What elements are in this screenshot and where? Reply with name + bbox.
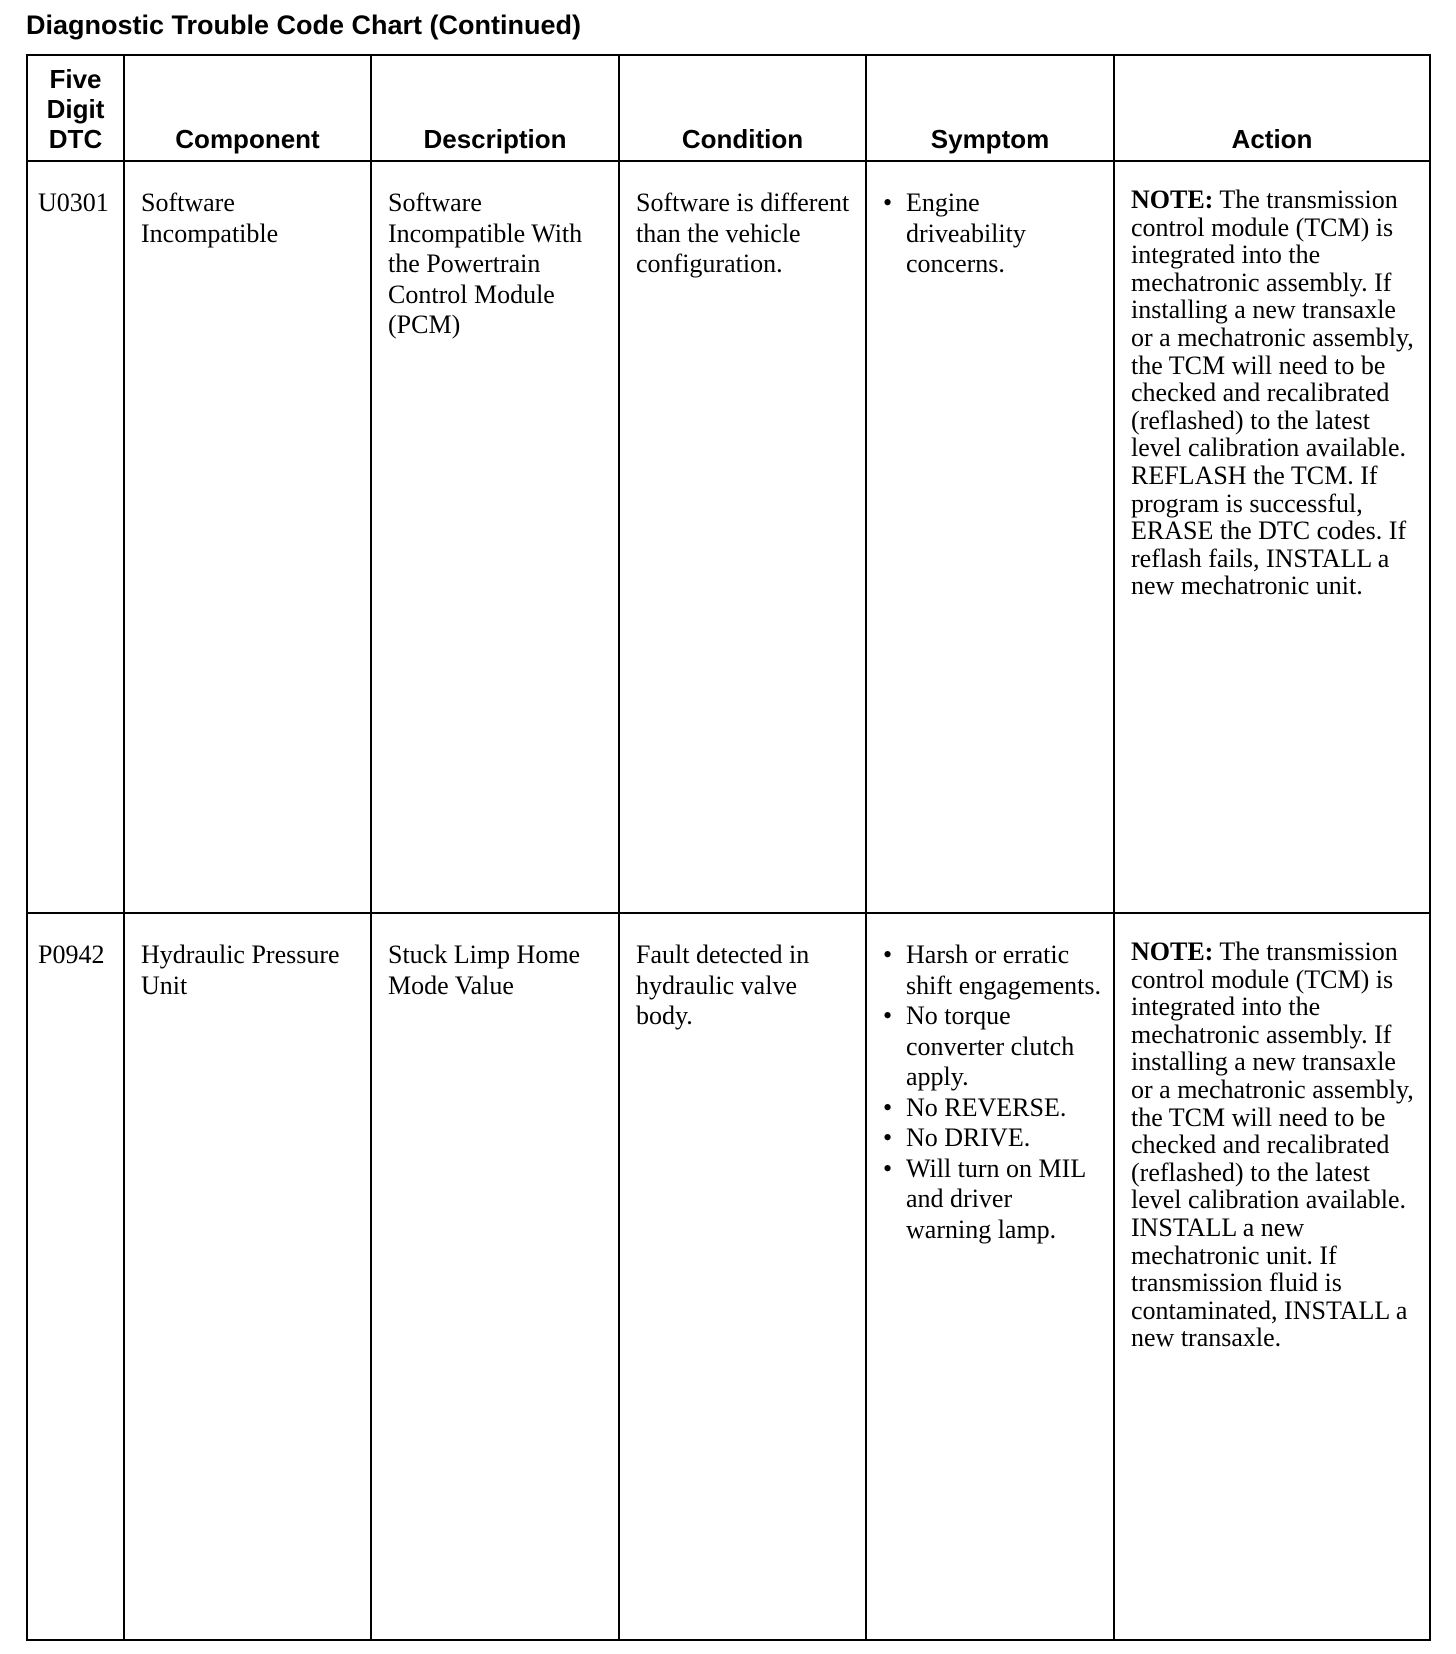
table-header-row bbox=[27, 55, 1430, 161]
note-label: NOTE: bbox=[1131, 937, 1214, 966]
dtc-chart-table bbox=[26, 54, 1431, 1641]
description-cell: Stuck Limp Home Mode Value bbox=[371, 913, 619, 1640]
symptom-item: • Will turn on MIL and driver warning lamp. bbox=[883, 1154, 1103, 1246]
symptom-item: • No DRIVE. bbox=[883, 1123, 1103, 1154]
table-row bbox=[27, 161, 1430, 913]
page-title: Diagnostic Trouble Code Chart (Continued) bbox=[26, 10, 581, 40]
action-cell bbox=[1114, 913, 1430, 1640]
symptom-list bbox=[883, 940, 1103, 1245]
action-text: The transmission control module (TCM) is integrated into the mechatronic assembly. If installing a new transaxle or a mechatronic assembly, the TCM will need to be checked and recalibrated (reflashed) to the latest level calibration available. REFLASH the TCM. If program is successful, ERASE the DTC codes. If reflash fails, INSTALL a new mechatronic unit. bbox=[1131, 185, 1414, 601]
symptom-list bbox=[883, 188, 1103, 280]
symptom-item: • Engine driveability concerns. bbox=[883, 188, 1103, 280]
header-symptom: Symptom bbox=[866, 55, 1114, 161]
symptom-cell bbox=[866, 161, 1114, 913]
condition-cell: Fault detected in hydraulic valve body. bbox=[619, 913, 866, 1640]
symptom-item: • Harsh or erratic shift engagements. bbox=[883, 940, 1103, 1001]
component-cell: Software Incompatible bbox=[124, 161, 371, 913]
header-action: Action bbox=[1114, 55, 1430, 161]
table-row bbox=[27, 913, 1430, 1640]
header-five-digit-dtc: Five Digit DTC bbox=[27, 55, 124, 161]
header-condition: Condition bbox=[619, 55, 866, 161]
symptom-item: • No torque converter clutch apply. bbox=[883, 1001, 1103, 1093]
condition-cell: Software is different than the vehicle configuration. bbox=[619, 161, 866, 913]
dtc-code-cell: U0301 bbox=[27, 161, 124, 913]
header-description: Description bbox=[371, 55, 619, 161]
note-label: NOTE: bbox=[1131, 185, 1214, 214]
header-component: Component bbox=[124, 55, 371, 161]
action-text: The transmission control module (TCM) is integrated into the mechatronic assembly. If installing a new transaxle or a mechatronic assembly, the TCM will need to be checked and recalibrated (reflashed) to the latest level calibration available. INSTALL a new mechatronic unit. If transmission fluid is contaminated, INSTALL a new transaxle. bbox=[1131, 937, 1414, 1353]
symptom-cell bbox=[866, 913, 1114, 1640]
component-cell: Hydraulic Pressure Unit bbox=[124, 913, 371, 1640]
description-cell: Software Incompatible With the Powertrain Control Module (PCM) bbox=[371, 161, 619, 913]
action-cell bbox=[1114, 161, 1430, 913]
symptom-item: • No REVERSE. bbox=[883, 1093, 1103, 1124]
dtc-code-cell: P0942 bbox=[27, 913, 124, 1640]
